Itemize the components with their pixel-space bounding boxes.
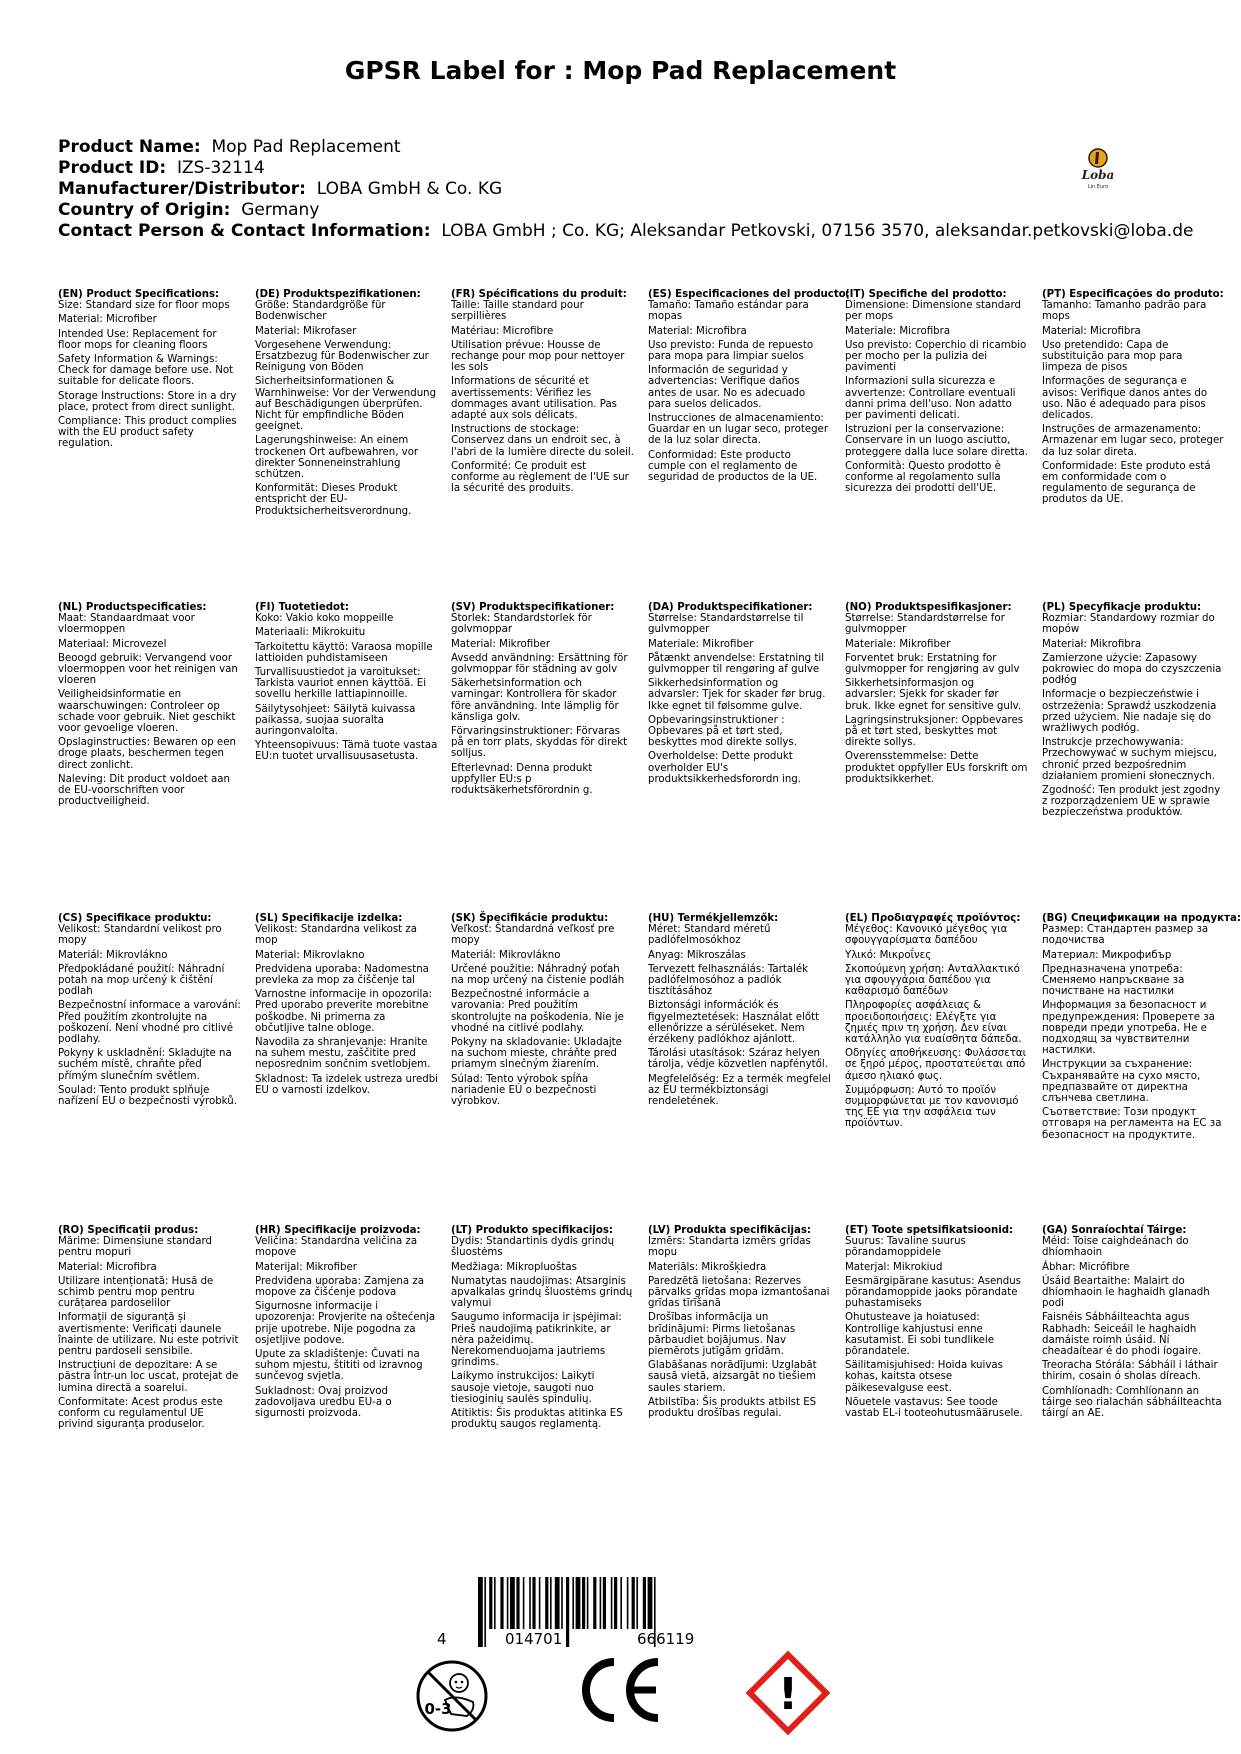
spec-item: Instrucțiuni de depozitare: A se păstra într-un loc uscat, protejat de lumina directă a soarelui. xyxy=(58,1360,239,1394)
spec-item: Rozmiar: Standardowy rozmiar do mopów xyxy=(1042,613,1215,636)
spec-item: Turvallisuustiedot ja varoitukset: Tarkista vauriot ennen käyttöä. Ei sovellu herkille lattiapinnoille. xyxy=(255,667,427,701)
spec-item: Materjal: Mikrokiud xyxy=(845,1261,943,1273)
spec-item: Sigurnosne informacije i upozorenja: Provjerite na oštećenja prije upotrebe. Nije pogodna za osjetljive podove. xyxy=(255,1301,436,1346)
spec-item: Izmērs: Standarta izmērs grīdas mopu xyxy=(648,1236,811,1259)
spec-item: Atbilstība: Šis produkts atbilst ES produktu drošības regulai. xyxy=(648,1396,817,1420)
spec-item: Storlek: Standardstorlek för golvmoppar xyxy=(451,613,592,636)
spec-section xyxy=(1042,1225,1225,1422)
spec-item: Treoracha Stórála: Sábháil i láthair thirim, cosain ó sholas díreach. xyxy=(1042,1360,1218,1383)
spec-item: Overholdelse: Dette produkt overholder EU's produktsikkerhedsforordn ing. xyxy=(648,751,802,785)
spec-item: Pokyny na skladovanie: Ukladajte na suchom mieste, chráňte pred priamym slnečným žiarením. xyxy=(451,1037,622,1071)
spec-item: Tervezett felhasználás: Tartalék padlófelmosóhoz a padlók tisztításához xyxy=(648,963,809,998)
spec-item: Predvidena uporaba: Nadomestna prevleka za mop za čiščenje tal xyxy=(255,963,429,987)
spec-item: Overensstemmelse: Dette produktet oppfyller EUs forskrift om produktsikkerhet. xyxy=(845,751,1028,785)
spec-item: Eesmärgipärane kasutus: Asendus põrandamoppide jaoks põrandate puhastamiseks xyxy=(845,1275,1021,1310)
spec-section-heading: (LV) Produkta specifikācijas: xyxy=(648,1225,811,1236)
spec-item: Veličina: Standardna veličina za mopove xyxy=(255,1236,418,1259)
spec-item: Material: Mikrofiber xyxy=(451,638,551,650)
spec-item: Numatytas naudojimas: Atsarginis apvalkalas grindų šluostėms grindų valymui xyxy=(451,1275,633,1310)
spec-item: Säilitamisjuhised: Hoida kuivas kohas, kaitsta otsese päikesevalguse eest. xyxy=(845,1360,1003,1394)
spec-item: Material: Microfibra xyxy=(58,1261,157,1273)
spec-item: Matériau: Microfibre xyxy=(451,325,554,337)
spec-item: Upute za skladištenje: Čuvati na suhom mjestu, štititi od izravnog sunčevog svjetla. xyxy=(255,1349,423,1383)
spec-item: Méid: Toise caighdeánach do dhíomhaoin xyxy=(1042,1236,1189,1259)
spec-section xyxy=(255,289,438,520)
spec-item: Mărime: Dimensiune standard pentru mopuri xyxy=(58,1236,212,1259)
barcode-digits-left: 014701 xyxy=(505,1630,563,1648)
spec-item: Opbevaringsinstruktioner : Opbevares på et tørt sted, beskyttes mod direkte sollys. xyxy=(648,714,797,749)
spec-item: Laikymo instrukcijos: Laikyti sausoje vietoje, saugoti nuo tiesioginių saulės spindulių. xyxy=(451,1371,595,1405)
spec-item: Conformità: Questo prodotto è conforme al regolamento sulla sicurezza dei prodotti dell'UE. xyxy=(845,460,1001,495)
spec-section-heading: (CS) Specifikace produktu: xyxy=(58,913,212,924)
spec-item: Υλικό: Μικροΐνες xyxy=(845,949,932,961)
spec-section-heading: (DE) Produktspezifikationen: xyxy=(255,289,421,300)
spec-section-heading: (ES) Especificaciones del producto: xyxy=(648,289,850,300)
spec-item: Varnostne informacije in opozorila: Pred uporabo preverite morebitne poškodbe. Ni primerna za občutljive talne obloge. xyxy=(255,989,432,1034)
spec-item: Informações de segurança e avisos: Verifique danos antes do uso. Não é adequado para pisos delicados. xyxy=(1042,376,1208,422)
spec-section-heading: (PT) Especificações do produto: xyxy=(1042,289,1224,300)
spec-section xyxy=(255,1225,438,1422)
svg-text:Loba: Loba xyxy=(1081,168,1115,182)
spec-item: Saugumo informacija ir įspėjimai: Prieš naudojimą patikrinkite, ar nėra pažeidimų. Nerekomenduojama jautriems grindims. xyxy=(451,1312,622,1369)
spec-section-heading: (DA) Produktspecifikationer: xyxy=(648,602,813,613)
spec-item: Koko: Vakio koko moppeille xyxy=(255,613,394,625)
spec-item: Predviđena uporaba: Zamjena za mopove za čišćenje podova xyxy=(255,1275,424,1299)
spec-item: Velikost: Standardna velikost za mop xyxy=(255,924,417,947)
spec-section-heading: (HR) Specifikacije proizvoda: xyxy=(255,1225,421,1236)
spec-item: Súlad: Tento výrobok spĺňa nariadenie EÚ o bezpečnosti výrobkov. xyxy=(451,1073,597,1108)
barcode-digit-first: 4 xyxy=(437,1630,447,1648)
page-title: GPSR Label for : Mop Pad Replacement xyxy=(344,56,897,85)
spec-item: Tamanho: Tamanho padrão para mops xyxy=(1042,300,1207,323)
spec-item: Veľkosť: Štandardná veľkosť pre mopy xyxy=(451,924,615,947)
hazard-warning-icon xyxy=(743,1648,833,1738)
spec-section-heading: (LT) Produkto specifikacijos: xyxy=(451,1225,613,1236)
spec-section xyxy=(255,913,438,1099)
spec-item: Bezpečnostné informácie a varovania: Pred použitím skontrolujte na poškodenia. Nie je vhodné na citlivé podlahy. xyxy=(451,989,624,1034)
spec-section xyxy=(845,602,1028,788)
spec-item: Materiale: Mikrofiber xyxy=(648,638,754,650)
spec-item: Størrelse: Standardstørrelse for gulvmopper xyxy=(845,613,1005,636)
spec-item: Lagerungshinweise: An einem trockenen Ort aufbewahren, vor direkter Sonneneinstrahlung schützen. xyxy=(255,435,419,481)
spec-item: Informazioni sulla sicurezza e avvertenze: Controllare eventuali danni prima dell'uso. Non adatto per pavimenti delicati. xyxy=(845,376,1016,422)
spec-item: Drošības informācija un brīdinājumi: Pirms lietošanas pārbaudiet bojājumus. Nav piemērots jutīgām grīdām. xyxy=(648,1312,796,1358)
spec-item: Material: Mikrovlakno xyxy=(255,949,365,961)
spec-section xyxy=(1042,602,1225,822)
spec-item: Intended Use: Replacement for floor mops for cleaning floors xyxy=(58,328,217,351)
spec-item: Conformitate: Acest produs este conform cu regulamentul UE privind siguranța produselor. xyxy=(58,1396,223,1431)
spec-item: Lagringsinstruksjoner: Oppbevares på et tørt sted, beskyttes mot direkte sollys. xyxy=(845,714,1024,749)
info-row-manufacturer: Manufacturer/Distributor: LOBA GmbH & Co. KG xyxy=(58,179,503,199)
spec-item: Glabāšanas norādījumi: Uzglabāt sausā vietā, aizsargāt no tiešiem saules stariem. xyxy=(648,1360,817,1394)
spec-item: Conformité: Ce produit est conforme au règlement de l'UE sur la sécurité des produits. xyxy=(451,460,629,495)
spec-item: Veiligheidsinformatie en waarschuwingen: Controleer op schade voor gebruik. Niet geschikt voor gevoelige vloeren. xyxy=(58,689,236,735)
spec-section-heading: (EN) Product Specifications: xyxy=(58,289,220,300)
spec-item: Zamierzone użycie: Zapasowy pokrowiec do mopa do czyszczenia podłóg xyxy=(1042,652,1222,687)
spec-item: Maat: Standaardmaat voor vloermoppen xyxy=(58,613,195,636)
spec-item: Информация за безопасност и предупреждения: Проверете за повреди преди употреба. Не е подходящ за чувствителни настилки. xyxy=(1042,1000,1215,1057)
info-row-country: Country of Origin: Germany xyxy=(58,200,320,220)
spec-item: Σκοπούμενη χρήση: Ανταλλακτικό για σφουγγάρια δαπέδου για καθαρισμό δαπέδων xyxy=(845,963,1020,998)
spec-item: Påtænkt anvendelse: Erstatning til gulvmopper til rengøring af gulve xyxy=(648,652,825,676)
ce-mark-icon xyxy=(574,1650,664,1730)
spec-item: Instrukcje przechowywania: Przechowywać w suchym miejscu, chronić przed bezpośrednim działaniem promieni słonecznych. xyxy=(1042,737,1217,782)
spec-item: Předpokládané použití: Náhradní potah na mop určený k čištění podlah xyxy=(58,963,225,998)
spec-item: Informations de sécurité et avertissements: Vérifiez les dommages avant utilisation. Pas adapté aux sols délicats. xyxy=(451,376,617,422)
info-row-product-id: Product ID: IZS-32114 xyxy=(58,158,265,178)
spec-item: Anyag: Mikroszálas xyxy=(648,949,746,961)
spec-section-heading: (HU) Termékjellemzők: xyxy=(648,913,779,924)
spec-item: Naleving: Dit product voldoet aan de EU-voorschriften voor productveiligheid. xyxy=(58,773,230,808)
spec-item: Uso previsto: Coperchio di ricambio per mocho per la pulizia dei pavimenti xyxy=(845,339,1027,374)
spec-section xyxy=(845,289,1028,497)
spec-section-heading: (NL) Productspecificaties: xyxy=(58,602,207,613)
spec-item: Bezpečnostní informace a varování: Před použitím zkontrolujte na poškození. Není vhodné pro citlivé podlahy. xyxy=(58,1000,241,1046)
spec-section xyxy=(648,913,831,1110)
spec-item: Informacje o bezpieczeństwie i ostrzeżenia: Sprawdź uszkodzenia przed użyciem. Nie nadaje się do wrażliwych podłóg. xyxy=(1042,689,1217,735)
spec-item: Materiaal: Microvezel xyxy=(58,638,167,650)
svg-text:0-3: 0-3 xyxy=(424,1700,452,1718)
spec-section-heading: (NO) Produktspesifikasjoner: xyxy=(845,602,1012,613)
spec-item: Zgodność: Ten produkt jest zgodny z rozporządzeniem UE w sprawie bezpieczeństwa produktów. xyxy=(1042,785,1221,819)
spec-item: Compliance: This product complies with the EU product safety regulation. xyxy=(58,416,237,450)
spec-section xyxy=(58,913,241,1110)
spec-section-heading: (SL) Specifikacije izdelka: xyxy=(255,913,403,924)
spec-item: Taille: Taille standard pour serpillières xyxy=(451,300,584,323)
spec-item: Paredzētā lietošana: Rezerves pārvalks grīdas mopa izmantošanai grīdas tīrīšanā xyxy=(648,1275,830,1310)
spec-section xyxy=(58,1225,241,1433)
info-row-product-name: Product Name: Mop Pad Replacement xyxy=(58,137,401,157)
spec-item: Materiál: Mikrovlákno xyxy=(451,949,561,961)
spec-item: Skladnost: Ta izdelek ustreza uredbi EU o varnosti izdelkov. xyxy=(255,1073,439,1096)
spec-section-heading: (ET) Toote spetsifikatsioonid: xyxy=(845,1225,1014,1236)
spec-item: Съответствие: Този продукт отговаря на регламента на ЕС за безопасност на продуктите. xyxy=(1042,1107,1222,1141)
spec-section xyxy=(451,1225,634,1433)
spec-item: Sikkerhetsinformasjon og advarsler: Sjekk for skader før bruk. Ikke egnet for sensitive gulv. xyxy=(845,678,1022,712)
spec-item: Material: Mikrofaser xyxy=(255,325,357,337)
spec-item: Förvaringsinstruktioner: Förvaras på en torr plats, skyddas för direkt solljus. xyxy=(451,726,628,760)
spec-item: Инструкции за съхранение: Съхранявайте на сухо място, предпазвайте от директна слънчева светлина. xyxy=(1042,1059,1201,1105)
spec-item: Materiál: Mikrovlákno xyxy=(58,949,168,961)
spec-item: Nõuetele vastavus: See toode vastab EL-i tooteohutusmäärusele. xyxy=(845,1396,1023,1420)
spec-item: Určené použitie: Náhradný poťah na mop určený na čistenie podláh xyxy=(451,963,625,987)
spec-section-heading: (SV) Produktspecifikationer: xyxy=(451,602,615,613)
spec-item: Ohutusteave ja hoiatused: Kontrollige kahjustusi enne kasutamist. Ei sobi tundlikele põrandatele. xyxy=(845,1312,995,1358)
info-row-contact: Contact Person & Contact Information: LOBA GmbH ; Co. KG; Aleksandar Petkovski, 07156 3570, aleksandar.petkovski@loba.de xyxy=(58,221,1194,241)
spec-item: Størrelse: Standardstørrelse til gulvmopper xyxy=(648,613,804,636)
spec-item: Storage Instructions: Store in a dry place, protect from direct sunlight. xyxy=(58,390,237,413)
spec-item: Úsáid Beartaithe: Malairt do dhíomhaoin le haghaidh glanadh podi xyxy=(1042,1275,1210,1310)
spec-item: Размер: Стандартен размер за подочиства xyxy=(1042,924,1209,947)
spec-section xyxy=(1042,289,1225,509)
spec-item: Materiaali: Mikrokuitu xyxy=(255,627,366,639)
spec-item: Conformidad: Este producto cumple con el reglamento de seguridad de productos de la UE. xyxy=(648,449,818,484)
spec-item: Yhteensopivuus: Tämä tuote vastaa EU:n tuotet urvallisuusasetusta. xyxy=(255,740,438,763)
spec-item: Suurus: Tavaline suurus põrandamoppidele xyxy=(845,1236,966,1259)
spec-item: Conformidade: Este produto está em conformidade com o regulamento de segurança de produtos da UE. xyxy=(1042,460,1211,506)
barcode-digits-right: 666119 xyxy=(637,1630,695,1648)
spec-item: Materiale: Microfibra xyxy=(845,325,951,337)
loba-logo xyxy=(1077,147,1119,191)
spec-item: Utilizare intenționată: Husă de schimb pentru mop pentru curățarea pardoselilor xyxy=(58,1275,214,1310)
spec-item: Tamaño: Tamaño estándar para mopas xyxy=(648,300,809,323)
spec-item: Dimensione: Dimensione standard per mops xyxy=(845,300,1021,323)
spec-item: Beoogd gebruik: Vervangend voor vloermoppen voor het reinigen van vloeren xyxy=(58,652,238,687)
spec-section xyxy=(58,289,241,453)
spec-item: Size: Standard size for floor mops xyxy=(58,300,230,312)
spec-section xyxy=(451,289,634,497)
spec-item: Instrucciones de almacenamiento: Guardar en un lugar seco, proteger de la luz solar directa. xyxy=(648,413,829,447)
spec-item: Tarkoitettu käyttö: Varaosa mopille lattioiden puhdistamiseen xyxy=(255,641,433,664)
spec-section-heading: (EL) Προδιαγραφές προϊόντος: xyxy=(845,913,1021,924)
spec-item: Pokyny k uskladnění: Skladujte na suchém místě, chraňte před přímým slunečním světlem. xyxy=(58,1048,232,1082)
spec-item: Συμμόρφωση: Αυτό το προϊόν συμμορφώνεται με τον κανονισμό της ΕΕ για την ασφάλεια των προϊόντων. xyxy=(845,1084,1019,1130)
spec-item: Sicherheitsinformationen & Warnhinweise: Vor der Verwendung auf Beschädigungen überprüfen. Nicht für empfindliche Böden geeignet. xyxy=(255,376,437,433)
spec-item: Safety Information & Warnings: Check for damage before use. Not suitable for delicate floors. xyxy=(58,354,234,388)
spec-item: Biztonsági információk és figyelmeztetések: Használat előtt ellenőrizze a sérüléseket. Nem érzékeny padlókhoz ajánlott. xyxy=(648,1000,820,1046)
age-warning-icon xyxy=(415,1652,489,1736)
spec-section xyxy=(451,913,634,1110)
spec-section-heading: (BG) Спецификации на продукта: xyxy=(1042,913,1241,924)
spec-section-heading: (PL) Specyfikacje produktu: xyxy=(1042,602,1202,613)
spec-section-heading: (GA) Sonraíochtaí Táirge: xyxy=(1042,1225,1187,1236)
spec-item: Forventet bruk: Erstatning for gulvmopper for rengjøring av gulv xyxy=(845,652,1020,676)
spec-item: Предназначена употреба: Сменяемо напръскване за почистване на настилки xyxy=(1042,963,1185,998)
spec-section xyxy=(845,913,1028,1133)
product-info xyxy=(58,137,1194,242)
spec-item: Avsedd användning: Ersättning för golvmoppar för städning av golv xyxy=(451,652,628,676)
spec-item: Soulad: Tento produkt splňuje nařízení EU o bezpečnosti výrobků. xyxy=(58,1084,237,1108)
spec-item: Medžiaga: Mikropluoštas xyxy=(451,1261,577,1273)
spec-item: Konformität: Dieses Produkt entspricht der EU-Produktsicherheitsverordnung. xyxy=(255,483,412,517)
spec-item: Velikost: Standardní velikost pro mopy xyxy=(58,924,222,947)
spec-item: Opslaginstructies: Bewaren op een droge plaats, beschermen tegen direct zonlicht. xyxy=(58,737,236,771)
spec-item: Sukladnost: Ovaj proizvod zadovoljava uredbu EU-a o sigurnosti proizvoda. xyxy=(255,1385,392,1420)
spec-item: Materiał: Mikrofibra xyxy=(1042,638,1142,650)
spec-item: Material: Microfibra xyxy=(648,325,747,337)
spec-item: Dydis: Standartinis dydis grindų šluostėms xyxy=(451,1236,615,1259)
spec-item: Efterlevnad: Denna produkt uppfyller EU:s p roduktsäkerhetsförordnin g. xyxy=(451,762,593,797)
spec-section xyxy=(845,1225,1028,1422)
spec-item: Größe: Standardgröße für Bodenwischer xyxy=(255,300,386,323)
spec-item: Ábhar: Micrófibre xyxy=(1042,1261,1130,1273)
spec-item: Faisnéis Sábháilteachta agus Rabhadh: Seiceáil le haghaidh damáiste roimh úsáid. Ní cheadaítear é do phodi íogaire. xyxy=(1042,1312,1202,1358)
spec-section-heading: (FI) Tuotetiedot: xyxy=(255,602,349,613)
spec-item: Πληροφορίες ασφάλειας & προειδοποιήσεις: Ελέγξτε για ζημιές πριν τη χρήση. Δεν είναι κατάλληλο για ευαίσθητα δάπεδα. xyxy=(845,1000,1022,1046)
spec-item: Sikkerhedsinformation og advarsler: Tjek for skader før brug. Ikke egnet til følsomme gulve. xyxy=(648,678,826,712)
spec-section xyxy=(648,1225,831,1422)
spec-section-heading: (SK) Špecifikácie produktu: xyxy=(451,913,609,924)
spec-item: Informații de siguranță și avertismente: Verificați daunele înainte de utilizare. Nu este potrivit pentru pardoseli sensibile. xyxy=(58,1312,239,1358)
spec-item: Material: Microfiber xyxy=(58,314,157,326)
spec-item: Materiale: Mikrofiber xyxy=(845,638,951,650)
spec-item: Materijal: Mikrofiber xyxy=(255,1261,357,1273)
spec-section-heading: (RO) Specificații produs: xyxy=(58,1225,199,1236)
spec-item: Información de seguridad y advertencias: Verifique daños antes de usar. No es adecuado para suelos delicados. xyxy=(648,365,806,410)
spec-item: Vorgesehene Verwendung: Ersatzbezug für Bodenwischer zur Reinigung von Böden xyxy=(255,339,429,374)
svg-text:Lin Euro: Lin Euro xyxy=(1087,184,1109,190)
spec-item: Säilytysohjeet: Säilytä kuivassa paikassa, suojaa suoralta auringonvalolta. xyxy=(255,703,416,738)
spec-item: Istruzioni per la conservazione: Conservare in un luogo asciutto, proteggere dalla luce solare diretta. xyxy=(845,424,1028,458)
spec-item: Comhlíonadh: Comhlíonann an táirge seo rialachán sábháilteachta táirgí an AE. xyxy=(1042,1385,1222,1420)
spec-item: Material: Microfibra xyxy=(1042,325,1141,337)
spec-section-heading: (IT) Specifiche del prodotto: xyxy=(845,289,1007,300)
spec-item: Méret: Standard méretű padlófelmosókhoz xyxy=(648,924,771,947)
spec-item: Μέγεθος: Κανονικό μέγεθος για σφουγγαρίσματα δαπέδου xyxy=(845,924,1008,947)
spec-item: Navodila za shranjevanje: Hranite na suhem mestu, zaščitite pred neposrednim sončnim svetlobjem. xyxy=(255,1037,431,1071)
spec-section xyxy=(1042,913,1241,1144)
spec-item: Uso pretendido: Capa de substituição para mop para limpeza de pisos xyxy=(1042,339,1183,374)
spec-item: Megfelelőség: Ez a termék megfelel az EU termékbiztonsági rendeletének. xyxy=(648,1073,831,1108)
spec-item: Οδηγίες αποθήκευσης: Φυλάσσεται σε ξηρό μέρος, προστατεύεται από άμεσο ηλιακό φως. xyxy=(845,1048,1027,1082)
spec-item: Instruções de armazenamento: Armazenar em lugar seco, proteger da luz solar direta. xyxy=(1042,424,1224,458)
spec-section xyxy=(58,602,241,810)
spec-item: Uso previsto: Funda de repuesto para mopa para limpiar suelos xyxy=(648,339,814,363)
spec-section xyxy=(648,602,831,788)
spec-item: Säkerhetsinformation och varningar: Kontrollera för skador före användning. Inte lämplig för känsliga golv. xyxy=(451,678,619,723)
spec-section xyxy=(648,289,850,486)
spec-item: Tárolási utasítások: Száraz helyen tárolja, védje közvetlen napfénytől. xyxy=(648,1048,828,1071)
spec-section-heading: (FR) Spécifications du produit: xyxy=(451,289,627,300)
spec-section xyxy=(451,602,634,799)
spec-item: Utilisation prévue: Housse de rechange pour mop pour nettoyer les sols xyxy=(451,339,625,374)
svg-text:!: ! xyxy=(777,1669,799,1720)
spec-item: Materiāls: Mikrošķiedra xyxy=(648,1261,767,1273)
spec-item: Материал: Микрофибър xyxy=(1042,949,1172,961)
spec-item: Atitiktis: Šis produktas atitinka ES produktų saugos reglamentą. xyxy=(451,1408,623,1431)
spec-item: Instructions de stockage: Conservez dans un endroit sec, à l'abri de la lumière directe du soleil. xyxy=(451,424,634,458)
spec-section xyxy=(255,602,438,766)
